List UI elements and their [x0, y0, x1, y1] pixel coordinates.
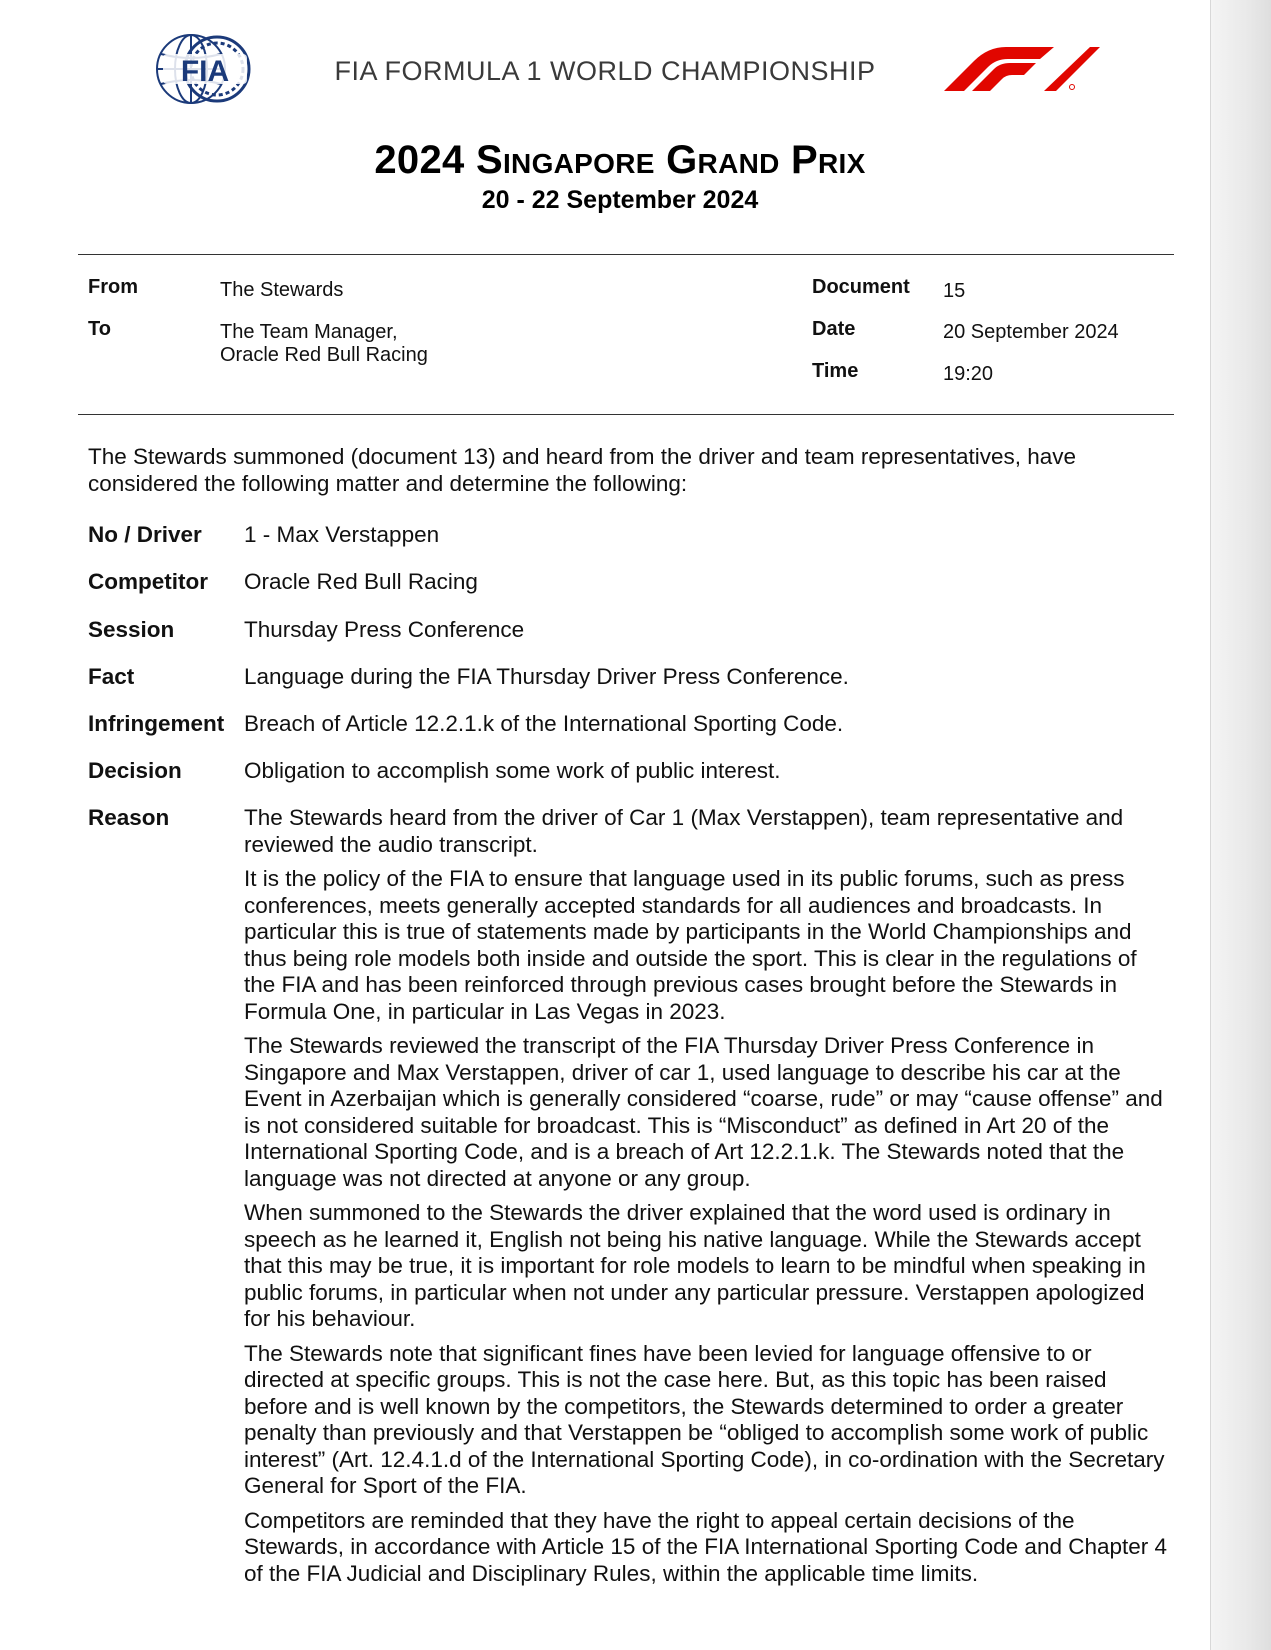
championship-title: FIA FORMULA 1 WORLD CHAMPIONSHIP — [334, 56, 876, 86]
competitor-label: Competitor — [88, 569, 208, 594]
driver-label: No / Driver — [88, 522, 202, 547]
reason-paragraph: When summoned to the Stewards the driver explained that the word used is ordinary in speech as he learned it, English not being his native language. While the Stewards accept that this may be true, it is important for role models to learn to be mindful when speaking in public forums, in particular when not under any particular pressure. Verstappen apologized for his behaviour. — [244, 1200, 1146, 1331]
to-value — [220, 321, 428, 367]
date-label: Date — [812, 318, 856, 340]
reason-label: Reason — [88, 805, 170, 830]
time-value: 19:20 — [943, 363, 994, 385]
fact-label: Fact — [88, 664, 135, 689]
viewer-edge — [1210, 0, 1271, 1650]
session-label: Session — [88, 617, 175, 642]
reason-paragraph: Competitors are reminded that they have the right to appeal certain decisions of the Stewards, in accordance with Article 15 of the FIA International Sporting Code and Chapter 4 of the FIA Judicial and Disciplinary Rules, within the applicable time limits. — [244, 1507, 1168, 1586]
driver-value: 1 - Max Verstappen — [244, 522, 440, 547]
f1-logo-icon — [944, 45, 1100, 91]
intro-paragraph: The Stewards summoned (document 13) and heard from the driver and team representatives, have considered the following matter and determine the following: — [88, 444, 1077, 496]
header-divider — [78, 254, 1174, 255]
to-value-line1: The Team Manager, — [220, 321, 398, 343]
time-label: Time — [812, 360, 859, 382]
reason-paragraph: It is the policy of the FIA to ensure that language used in its public forums, such as press conferences, meets generally accepted standards for all audiences and broadcasts. In particular this is true of statements made by participants in the World Championships and thus being role models both inside and outside the sport. This is clear in the regulations of the FIA and has been reinforced through previous cases brought before the Stewards in Formula One, in particular in Las Vegas in 2023. — [244, 866, 1137, 1024]
event-title: 2024 Singapore Grand Prix — [374, 138, 866, 182]
meta-divider — [78, 414, 1174, 415]
session-value: Thursday Press Conference — [244, 617, 525, 642]
from-label: From — [88, 276, 138, 298]
from-value: The Stewards — [220, 279, 344, 301]
reason-paragraph: The Stewards note that significant fines have been levied for language offensive to or directed at specific groups. This is not the case here. But, as this topic has been raised before and is well known by the competitors, the Stewards determined to order a greater penalty than previously and that Verstappen be “obliged to accomplish some work of public interest” (Art. 12.4.1.d of the International Sporting Code), in co-ordination with the Secretary General for Sport of the FIA. — [244, 1340, 1165, 1498]
fia-logo-text: FIA — [180, 55, 230, 88]
document-value: 15 — [943, 280, 966, 302]
decision-label: Decision — [88, 758, 182, 783]
reason-paragraph: The Stewards reviewed the transcript of the FIA Thursday Driver Press Conference in Singapore and Max Verstappen, driver of car 1, used language to describe his car at the Event in Azerbaijan which is generally considered “coarse, rude” or may “cause offense” and is not considered suitable for broadcast. This is “Misconduct” as defined in Art 20 of the International Sporting Code, and is a breach of Art 12.2.1.k. The Stewards noted that the language was not directed at anyone or any group. — [244, 1033, 1163, 1191]
infringement-value: Breach of Article 12.2.1.k of the International Sporting Code. — [244, 711, 844, 736]
reason-paragraph: The Stewards heard from the driver of Car 1 (Max Verstappen), team representative and reviewed the audio transcript. — [244, 805, 1124, 857]
reason-text — [244, 805, 1174, 1595]
event-dates: 20 - 22 September 2024 — [481, 186, 759, 214]
competitor-value: Oracle Red Bull Racing — [244, 569, 478, 594]
infringement-label: Infringement — [88, 711, 225, 736]
to-value-line2: Oracle Red Bull Racing — [220, 344, 428, 366]
decision-value: Obligation to accomplish some work of public interest. — [244, 758, 781, 783]
document-label: Document — [812, 276, 910, 298]
fact-value: Language during the FIA Thursday Driver Press Conference. — [244, 664, 849, 689]
date-value: 20 September 2024 — [943, 321, 1119, 343]
to-label: To — [88, 318, 111, 340]
